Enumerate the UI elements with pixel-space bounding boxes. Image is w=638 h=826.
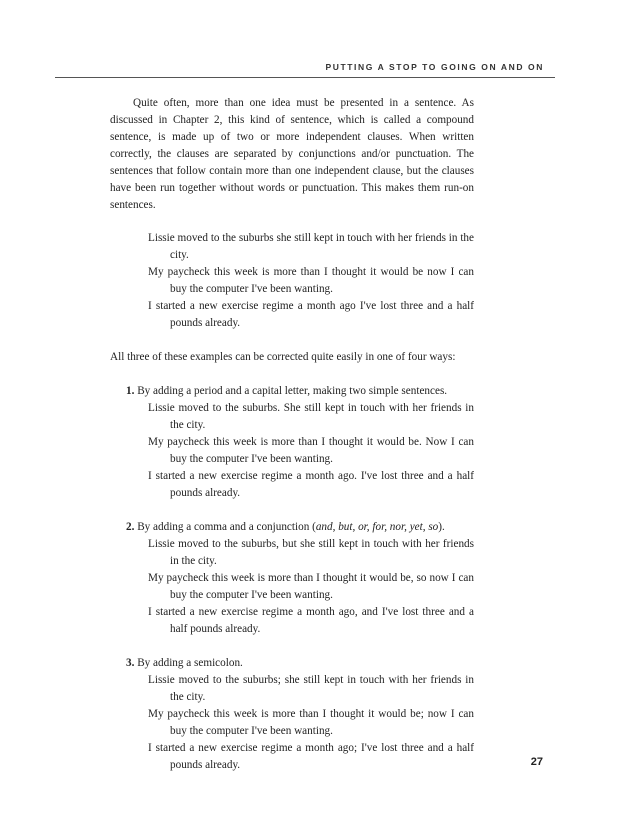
conjunction-list: and, but, or, for, nor, yet, so [315, 521, 439, 533]
method-heading [110, 655, 474, 672]
method-3 [110, 655, 474, 774]
method-2 [110, 519, 474, 638]
corrected-example: My paycheck this week is more than I thought it would be; now I can buy the computer I've been wanting. [148, 708, 474, 737]
runon-example: My paycheck this week is more than I thought it would be now I can buy the computer I've been wanting. [148, 266, 474, 295]
corrected-example: Lissie moved to the suburbs. She still kept in touch with her friends in the city. [148, 402, 474, 431]
page-number: 27 [530, 756, 543, 768]
intro-paragraph: Quite often, more than one idea must be presented in a sentence. As discussed in Chapter 2, this kind of sentence, which is called a compound sentence, is made up of two or more independent clauses. When written correctly, the clauses are separated by conjunctions and/or punctuation. The sentences that follow contain more than one independent clause, but the clauses have been run together without words or punctuation. This makes them run-on sentences. [110, 97, 474, 211]
corrected-example: Lissie moved to the suburbs; she still kept in touch with her friends in the city. [148, 674, 474, 703]
method-number: 1. [126, 385, 135, 397]
corrected-example: My paycheck this week is more than I thought it would be, so now I can buy the computer I've been wanting. [148, 572, 474, 601]
method-number: 2. [126, 521, 135, 533]
method-heading [110, 519, 474, 536]
corrected-example: I started a new exercise regime a month ago. I've lost three and a half pounds already. [148, 470, 474, 499]
corrected-example: I started a new exercise regime a month ago; I've lost three and a half pounds already. [148, 742, 474, 771]
method-number: 3. [126, 657, 135, 669]
method-heading-text: By adding a semicolon. [137, 657, 243, 669]
runon-example: I started a new exercise regime a month ago I've lost three and a half pounds already. [148, 300, 474, 329]
method-1 [110, 383, 474, 502]
runon-example-list [110, 230, 474, 332]
method-heading-suffix: ). [438, 521, 445, 533]
page-body [110, 95, 474, 774]
corrected-example: My paycheck this week is more than I thought it would be. Now I can buy the computer I've been wanting. [148, 436, 474, 465]
lead-in-sentence: All three of these examples can be corrected quite easily in one of four ways: [110, 351, 456, 363]
method-heading [110, 383, 474, 400]
header-rule [55, 77, 555, 78]
running-head: PUTTING A STOP TO GOING ON AND ON [325, 62, 544, 72]
method-heading-text: By adding a comma and a conjunction ( [137, 521, 316, 533]
method-heading-text: By adding a period and a capital letter, making two simple sentences. [137, 385, 448, 397]
corrected-example: I started a new exercise regime a month ago, and I've lost three and a half pounds already. [148, 606, 474, 635]
runon-example: Lissie moved to the suburbs she still kept in touch with her friends in the city. [148, 232, 474, 261]
corrected-example: Lissie moved to the suburbs, but she still kept in touch with her friends in the city. [148, 538, 474, 567]
